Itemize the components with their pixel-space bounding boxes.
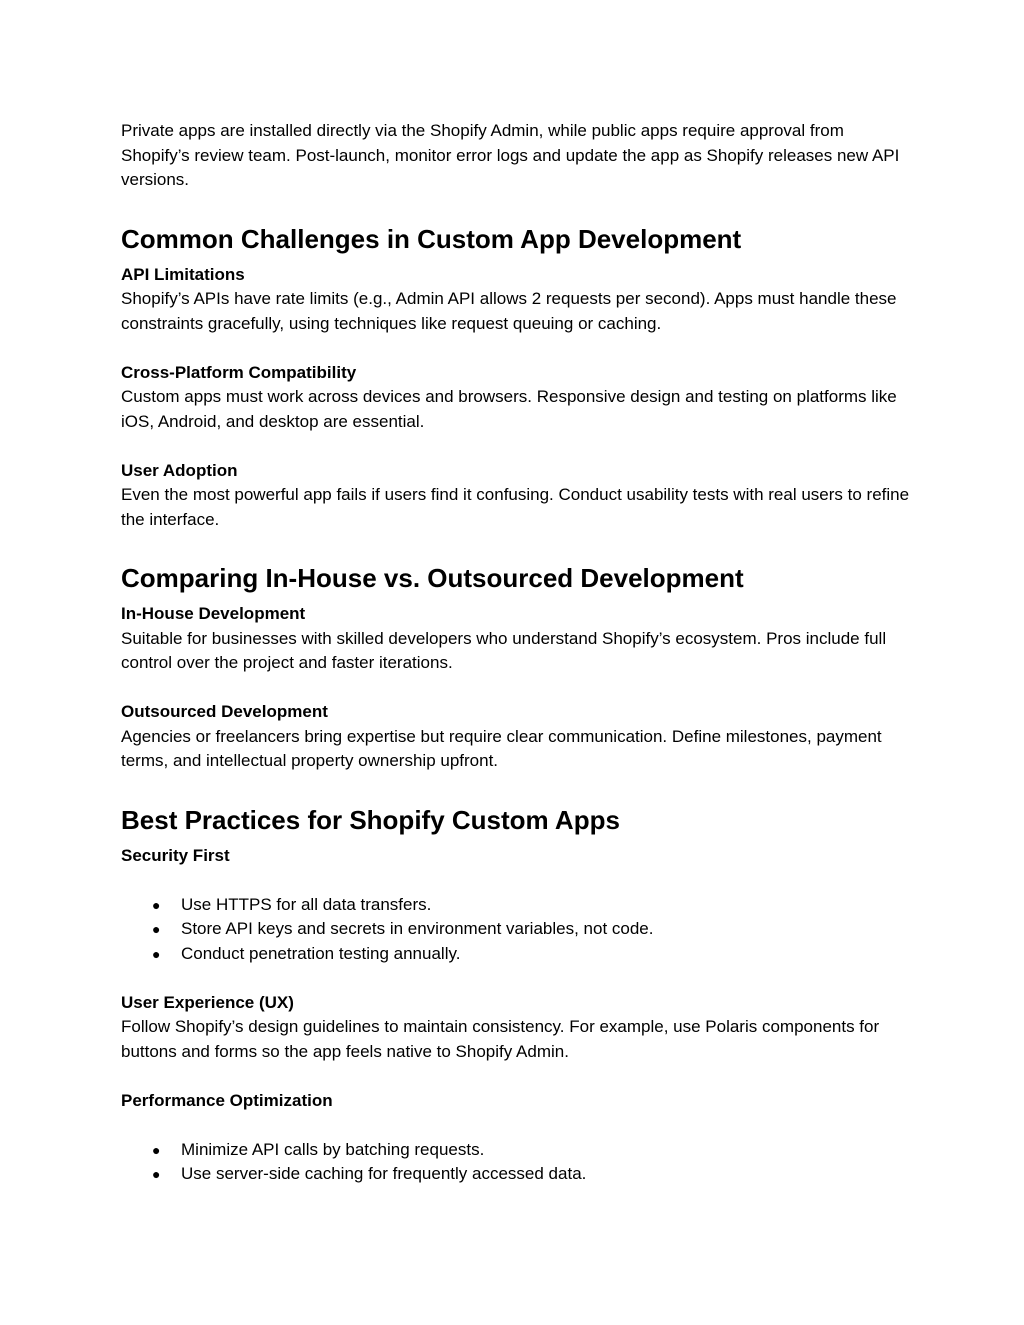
list-item-text: Use server-side caching for frequently accessed data. [181,1164,587,1183]
bullet-icon: ● [152,896,161,913]
bullet-icon: ● [152,945,161,962]
ux-body: Follow Shopify’s design guidelines to maintain consistency. For example, use Polaris components for buttons and forms so the app feels native to Shopify Admin. [121,1017,880,1061]
comparing-heading: Comparing In-House vs. Outsourced Development [121,563,744,593]
list-item [121,917,911,942]
bullet-icon: ● [152,1166,161,1182]
list-item [121,1138,911,1163]
list-item [121,1162,911,1187]
security-bullet-list [121,893,911,967]
comparing-body-outsourced: Agencies or freelancers bring expertise but require clear communication. Define milestones, payment terms, and intellectual property ownership upfront. [121,726,882,770]
ux-title: User Experience (UX) [121,992,294,1012]
performance-bullet-list [121,1138,911,1187]
intro-paragraph: Private apps are installed directly via the Shopify Admin, while public apps require approval from Shopify’s review team. Post-launch, monitor error logs and update the app as Shopify releases new API versions. [121,121,900,189]
security-title: Security First [121,845,230,865]
performance-title: Performance Optimization [121,1090,333,1110]
challenge-title-cross-platform: Cross-Platform Compatibility [121,362,357,382]
list-item [121,942,911,967]
list-item-text: Minimize API calls by batching requests. [181,1139,485,1159]
challenges-heading: Common Challenges in Custom App Development [121,223,742,254]
list-item-text: Conduct penetration testing annually. [181,943,461,963]
comparing-title-outsourced: Outsourced Development [121,702,328,721]
list-item [121,893,911,918]
bullet-icon: ● [152,1141,161,1158]
list-item-text: Store API keys and secrets in environment variables, not code. [181,919,654,938]
challenge-body-cross-platform: Custom apps must work across devices and browsers. Responsive design and testing on platforms like iOS, Android, and desktop are essential. [121,387,897,431]
challenge-body-user-adoption: Even the most powerful app fails if users find it confusing. Conduct usability tests with real users to refine the interface. [121,485,910,529]
bullet-icon: ● [152,921,161,937]
document-page [121,119,911,1187]
comparing-body-in-house: Suitable for businesses with skilled developers who understand Shopify’s ecosystem. Pros include full control over the project and faster iterations. [121,628,887,672]
challenge-body-api-limitations: Shopify’s APIs have rate limits (e.g., Admin API allows 2 requests per second). Apps must handle these constraints gracefully, using techniques like request queuing or caching. [121,289,897,333]
list-item-text: Use HTTPS for all data transfers. [181,894,432,914]
comparing-title-in-house: In-House Development [121,604,306,623]
challenge-title-api-limitations: API Limitations [121,264,245,284]
challenge-title-user-adoption: User Adoption [121,460,238,480]
best-practices-heading: Best Practices for Shopify Custom Apps [121,804,620,835]
